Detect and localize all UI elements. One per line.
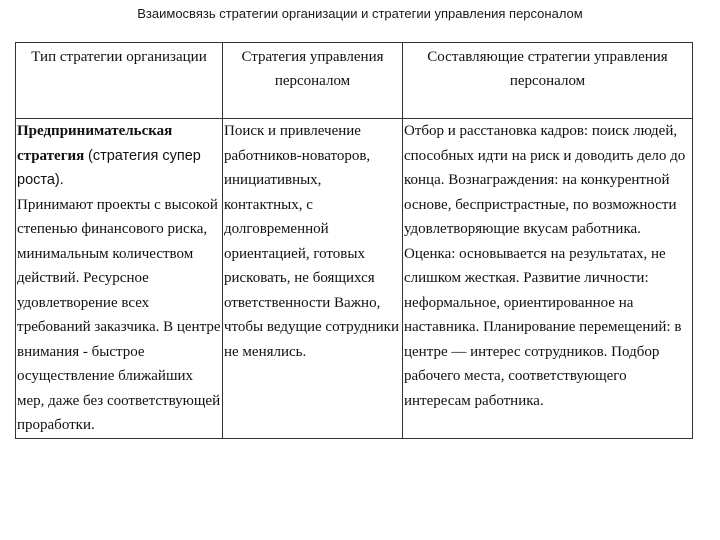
- table-row: [16, 119, 693, 439]
- header-organization-strategy-type: Тип стратегии организации: [16, 43, 223, 119]
- cell-strategy-components: Отбор и расстановка кадров: поиск людей, способных идти на риск и доводить дело до конца. Вознаграждения: на конкурентной основе, беспристрастные, по возможности удовлетворяющие вкусам работника. Оценка: основывается на результатах, не слишком жесткая. Развитие личности: неформальное, ориентированное на наставника. Планирование перемещений: в центре — интерес сотрудников. Подбор рабочего места, соответствующего интересам работника.: [403, 119, 693, 439]
- header-personnel-strategy: Стратегия управления персоналом: [223, 43, 403, 119]
- strategy-name-suffix: стратегия: [17, 147, 85, 164]
- strategy-description: Принимают проекты с высокой степенью финансового риска, минимальным количеством действий. Ресурсное удовлетворение всех требований заказчика. В центре внимания - быстрое осуществление ближайших мер, даже без соответствующей проработки.: [17, 196, 221, 433]
- strategy-name-line: [17, 119, 221, 193]
- strategy-table: [15, 42, 693, 439]
- strategy-subtitle: (стратегия супер роста).: [17, 147, 201, 188]
- table-header-row: [16, 43, 693, 119]
- page-title: Взаимосвязь стратегии организации и стратегии управления персоналом: [137, 6, 583, 21]
- header-personnel-strategy-components: Составляющие стратегии управления персоналом: [403, 43, 693, 119]
- strategy-name: Предпринимательская: [17, 123, 173, 139]
- cell-personnel-strategy: Поиск и привлечение работников-новаторов, инициативных, контактных, с долговременной ориентацией, готовых рисковать, не боящихся ответственности Важно, чтобы ведущие сотрудники не менялись.: [223, 119, 403, 439]
- cell-organization-strategy: [16, 119, 223, 439]
